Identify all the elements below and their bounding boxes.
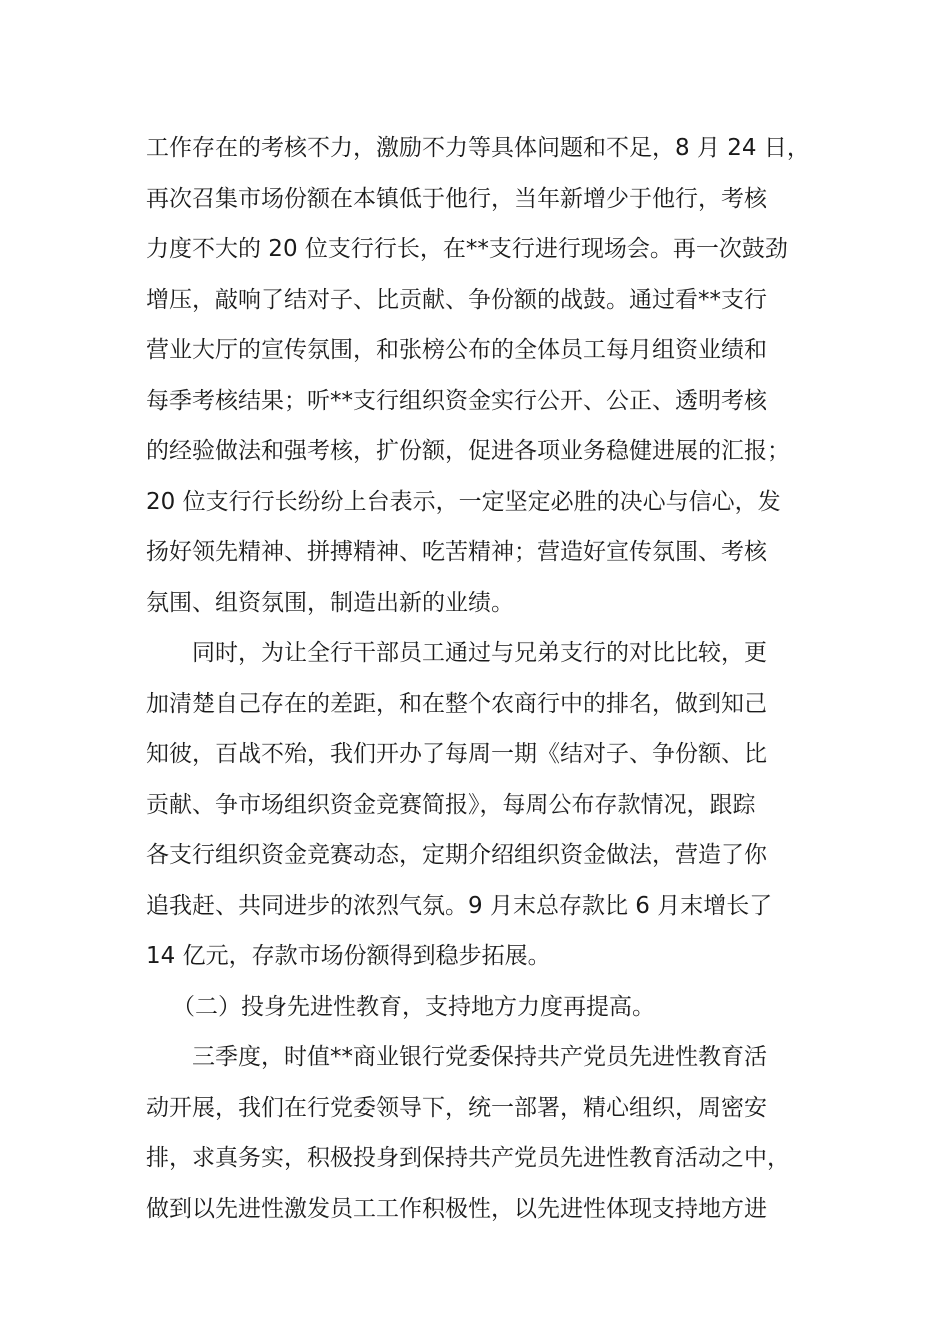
text-line: 每季考核结果；听**支行组织资金实行公开、公正、透明考核 — [146, 388, 767, 414]
text-line: 贡献、争市场组织资金竞赛简报》，每周公布存款情况，跟踪 — [146, 792, 756, 818]
text-line: 知彼，百战不殆，我们开办了每周一期《结对子、争份额、比 — [146, 741, 767, 767]
text-line: 动开展，我们在行党委领导下，统一部署，精心组织，周密安 — [146, 1095, 767, 1121]
text-line: 工作存在的考核不力，激励不力等具体问题和不足，8 月 24 日， — [146, 135, 810, 161]
text-line: 20 位支行行长纷纷上台表示，一定坚定必胜的决心与信心，发 — [146, 489, 781, 515]
text-line: 增压，敲响了结对子、比贡献、争份额的战鼓。通过看**支行 — [146, 287, 767, 313]
text-line: 的经验做法和强考核，扩份额，促进各项业务稳健进展的汇报； — [146, 438, 790, 464]
text-line: 追我赶、共同进步的浓烈气氛。9 月末总存款比 6 月末增长了 — [146, 893, 773, 919]
text-line: 氛围、组资氛围，制造出新的业绩。 — [146, 590, 514, 616]
text-line: 加清楚自己存在的差距，和在整个农商行中的排名，做到知己 — [146, 691, 767, 717]
text-line: 营业大厅的宣传氛围，和张榜公布的全体员工每月组资业绩和 — [146, 337, 767, 363]
text-line: 做到以先进性激发员工工作积极性，以先进性体现支持地方进 — [146, 1196, 767, 1222]
text-line-paragraph-start: 同时，为让全行干部员工通过与兄弟支行的对比比较，更 — [192, 640, 767, 666]
text-line-paragraph-start: 三季度，时值**商业银行党委保持共产党员先进性教育活 — [192, 1044, 767, 1070]
text-line: 14 亿元，存款市场份额得到稳步拓展。 — [146, 943, 551, 969]
text-line: 各支行组织资金竞赛动态，定期介绍组织资金做法，营造了你 — [146, 842, 767, 868]
text-line: 再次召集市场份额在本镇低于他行，当年新增少于他行，考核 — [146, 186, 767, 212]
text-line: 排，求真务实，积极投身到保持共产党员先进性教育活动之中， — [146, 1145, 790, 1171]
text-line: 力度不大的 20 位支行行长，在**支行进行现场会。再一次鼓劲 — [146, 236, 788, 262]
section-heading: （二）投身先进性教育，支持地方力度再提高。 — [172, 994, 655, 1020]
text-line: 扬好领先精神、拼搏精神、吃苦精神；营造好宣传氛围、考核 — [146, 539, 767, 565]
